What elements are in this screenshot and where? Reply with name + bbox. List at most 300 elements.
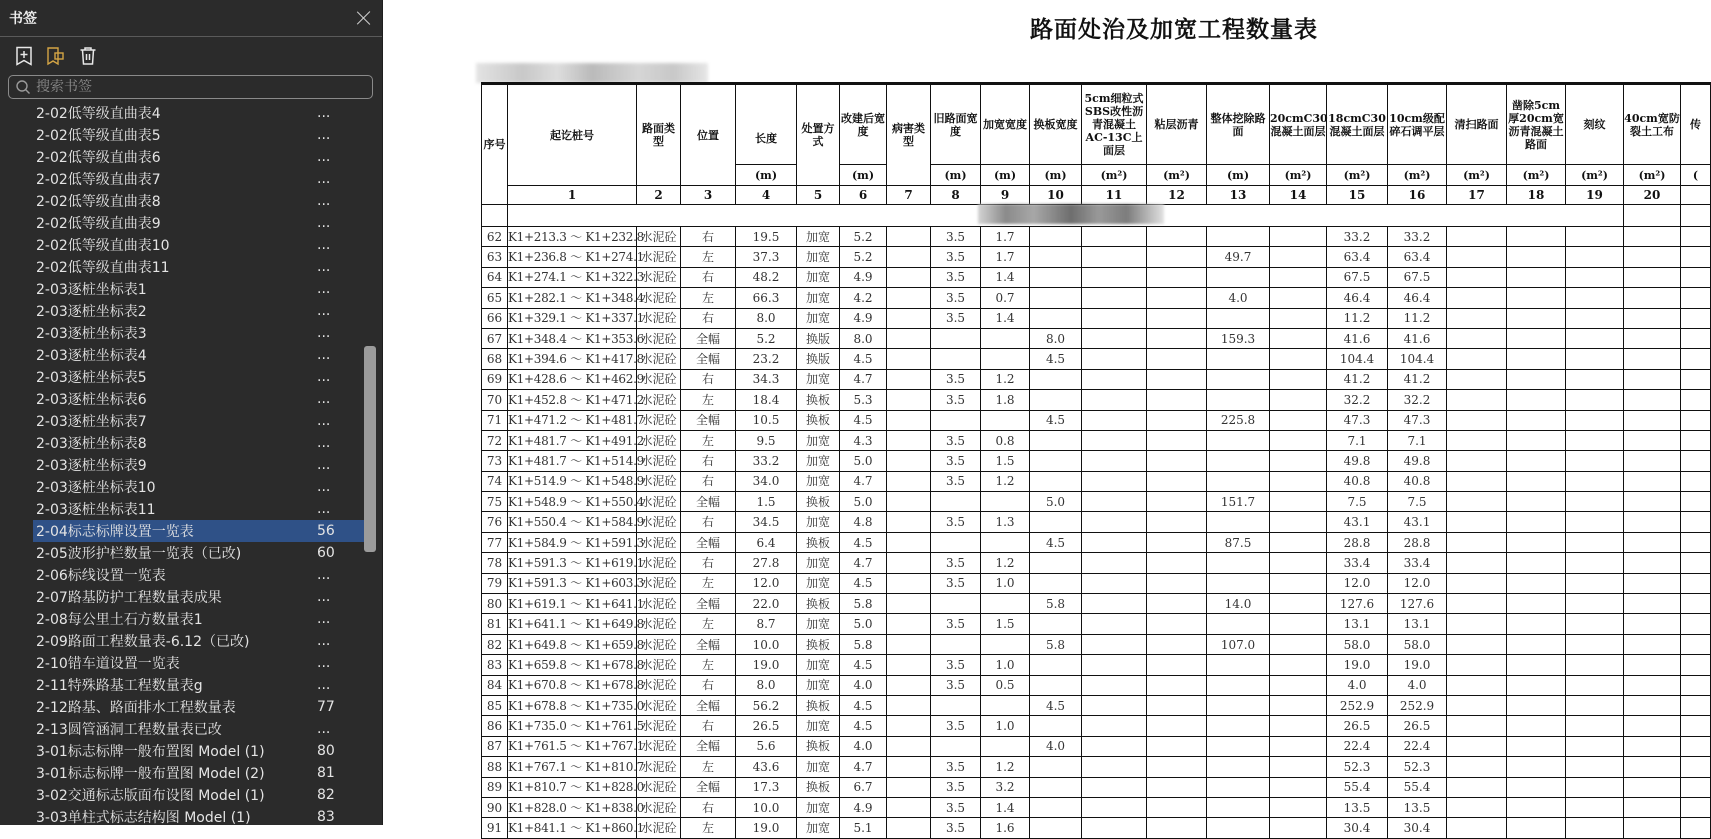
table-cell: 水泥砼 <box>637 797 681 817</box>
table-cell: 3.5 <box>931 716 981 736</box>
table-cell <box>1082 532 1147 552</box>
bookmark-page-number: ... <box>317 105 331 121</box>
table-cell <box>931 349 981 369</box>
redacted-region <box>978 204 1164 224</box>
table-cell <box>1507 247 1566 267</box>
bookmark-label: 2-02低等级直曲表6 <box>36 150 161 166</box>
table-cell <box>1624 614 1681 634</box>
table-cell <box>1270 227 1327 247</box>
table-cell: 水泥砼 <box>637 328 681 348</box>
bookmark-page-number: ... <box>317 215 331 231</box>
table-cell <box>931 736 981 756</box>
table-cell <box>1147 328 1207 348</box>
table-cell: 加宽 <box>797 818 840 838</box>
table-cell: 12.0 <box>736 573 797 593</box>
table-cell <box>1624 532 1681 552</box>
table-cell <box>1447 308 1507 328</box>
table-cell <box>1681 410 1711 430</box>
table-cell: 7.5 <box>1388 492 1447 512</box>
table-cell: 252.9 <box>1327 695 1388 715</box>
bookmark-page-number: ... <box>317 501 331 517</box>
table-cell: 127.6 <box>1327 594 1388 614</box>
table-cell <box>1082 573 1147 593</box>
column-number: 7 <box>887 186 931 205</box>
table-cell: 151.7 <box>1207 492 1270 512</box>
table-cell: 104.4 <box>1388 349 1447 369</box>
table-row <box>482 614 1711 634</box>
table-cell: 107.0 <box>1207 634 1270 654</box>
table-cell <box>887 288 931 308</box>
table-cell <box>1447 553 1507 573</box>
table-cell: 4.5 <box>840 410 887 430</box>
table-cell <box>1681 247 1711 267</box>
table-cell <box>1507 349 1566 369</box>
table-row <box>482 675 1711 695</box>
table-cell: K1+841.1 ～ K1+860.1 <box>508 818 637 838</box>
table-cell: 加宽 <box>797 288 840 308</box>
table-cell: 12.0 <box>1327 573 1388 593</box>
table-cell: 全幅 <box>681 532 736 552</box>
table-row <box>482 655 1711 675</box>
bookmark-page-number: ... <box>317 413 331 429</box>
table-cell <box>1447 369 1507 389</box>
table-cell: K1+428.6 ～ K1+462.9 <box>508 369 637 389</box>
column-header: 10cm级配碎石调平层 <box>1388 84 1447 165</box>
table-cell: 右 <box>681 716 736 736</box>
column-header: 粘层沥青 <box>1147 84 1207 165</box>
column-header: 40cm宽防裂土工布 <box>1624 84 1681 165</box>
table-cell <box>1566 553 1624 573</box>
table-cell <box>887 328 931 348</box>
table-cell <box>1624 451 1681 471</box>
table-cell <box>1147 797 1207 817</box>
table-cell <box>1270 634 1327 654</box>
table-cell: K1+810.7 ～ K1+828.0 <box>508 777 637 797</box>
table-cell: 左 <box>681 573 736 593</box>
table-cell: 右 <box>681 512 736 532</box>
table-cell <box>1082 227 1147 247</box>
bookmark-page-number: 81 <box>317 765 335 781</box>
table-cell: 3.5 <box>931 655 981 675</box>
table-cell <box>1447 227 1507 247</box>
table-cell <box>887 430 931 450</box>
table-cell: 换板 <box>797 594 840 614</box>
table-cell: 33.2 <box>1388 227 1447 247</box>
table-cell <box>1624 308 1681 328</box>
column-header: 清扫路面 <box>1447 84 1507 165</box>
panel-title: 书签 <box>9 11 37 27</box>
table-cell: 水泥砼 <box>637 410 681 430</box>
table-cell <box>1681 818 1711 838</box>
table-cell <box>1082 267 1147 287</box>
table-cell <box>1147 349 1207 369</box>
column-header: 凿除5cm厚20cm宽沥青混凝土路面 <box>1507 84 1566 165</box>
table-cell: 58.0 <box>1388 634 1447 654</box>
table-cell: 40.8 <box>1327 471 1388 491</box>
table-cell: 33.2 <box>1327 227 1388 247</box>
bookmark-label: 2-06标线设置一览表 <box>36 568 166 584</box>
table-cell <box>1082 430 1147 450</box>
table-cell: 87 <box>482 736 508 756</box>
table-cell: 3.5 <box>931 675 981 695</box>
table-cell: K1+828.0 ～ K1+838.0 <box>508 797 637 817</box>
table-cell: 3.5 <box>931 227 981 247</box>
table-cell <box>1147 492 1207 512</box>
table-cell <box>1447 492 1507 512</box>
table-cell: 90 <box>482 797 508 817</box>
table-cell <box>1447 797 1507 817</box>
table-cell <box>1447 736 1507 756</box>
table-cell: 3.5 <box>931 777 981 797</box>
table-cell <box>887 797 931 817</box>
bookmark-label: 2-05波形护栏数量一览表（已改) <box>36 546 242 562</box>
bookmark-label: 3-01标志标牌一般布置图 Model (2) <box>36 766 265 782</box>
table-cell: 左 <box>681 247 736 267</box>
column-unit: (m) <box>1207 165 1270 186</box>
table-row <box>482 267 1711 287</box>
bookmark-label: 2-02低等级直曲表9 <box>36 216 161 232</box>
table-cell <box>1270 594 1327 614</box>
table-cell: 41.2 <box>1327 369 1388 389</box>
table-cell <box>887 695 931 715</box>
table-cell <box>1566 818 1624 838</box>
table-cell <box>1030 675 1082 695</box>
table-cell: 73 <box>482 451 508 471</box>
table-cell: 5.0 <box>1030 492 1082 512</box>
bookmark-page-number: ... <box>317 611 331 627</box>
table-cell: 63.4 <box>1388 247 1447 267</box>
table-cell: 4.5 <box>1030 532 1082 552</box>
bookmark-page-number: ... <box>317 237 331 253</box>
bookmark-label: 2-03逐桩坐标表11 <box>36 502 156 518</box>
table-cell: 换板 <box>797 777 840 797</box>
table-cell <box>1207 553 1270 573</box>
table-cell <box>1270 736 1327 756</box>
table-cell <box>1566 695 1624 715</box>
table-cell: 换板 <box>797 532 840 552</box>
table-cell: 加宽 <box>797 757 840 777</box>
table-cell: 加宽 <box>797 471 840 491</box>
table-cell: 46.4 <box>1388 288 1447 308</box>
table-cell: 34.0 <box>736 471 797 491</box>
table-cell <box>887 594 931 614</box>
column-header: 传 <box>1681 84 1711 165</box>
table-row <box>482 797 1711 817</box>
table-cell: 52.3 <box>1388 757 1447 777</box>
table-cell <box>1147 736 1207 756</box>
table-cell <box>1147 288 1207 308</box>
table-cell <box>1681 267 1711 287</box>
table-cell: 10.0 <box>736 634 797 654</box>
bookmark-page-number: 56 <box>317 523 335 539</box>
table-cell <box>1507 695 1566 715</box>
table-cell: 3.5 <box>931 553 981 573</box>
table-cell: K1+452.8 ～ K1+471.2 <box>508 390 637 410</box>
column-header: 路面类型 <box>637 84 681 186</box>
table-cell: 1.7 <box>981 227 1030 247</box>
table-cell <box>1624 553 1681 573</box>
table-cell <box>1447 818 1507 838</box>
table-cell: 5.2 <box>840 247 887 267</box>
table-row <box>482 736 1711 756</box>
column-unit: (m²) <box>1447 165 1507 186</box>
table-cell: 33.4 <box>1388 553 1447 573</box>
table-cell: K1+678.8 ～ K1+735.0 <box>508 695 637 715</box>
table-cell <box>1030 471 1082 491</box>
table-cell: 水泥砼 <box>637 492 681 512</box>
bookmark-label: 3-01标志标牌一般布置图 Model (1) <box>36 744 265 760</box>
table-cell: 9.5 <box>736 430 797 450</box>
column-header: 刻纹 <box>1566 84 1624 165</box>
table-cell <box>1270 532 1327 552</box>
table-cell: 换板 <box>797 410 840 430</box>
table-cell: 55.4 <box>1388 777 1447 797</box>
table-cell <box>1681 634 1711 654</box>
table-cell <box>1566 757 1624 777</box>
table-cell <box>1624 797 1681 817</box>
table-cell <box>1147 471 1207 491</box>
bookmark-page-number: ... <box>317 677 331 693</box>
table-cell: K1+481.7 ～ K1+491.2 <box>508 430 637 450</box>
table-cell: K1+649.8 ～ K1+659.8 <box>508 634 637 654</box>
table-cell <box>1624 594 1681 614</box>
table-cell <box>1681 736 1711 756</box>
table-cell: K1+348.4 ～ K1+353.6 <box>508 328 637 348</box>
column-number: 20 <box>1624 186 1681 205</box>
column-number: 11 <box>1082 186 1147 205</box>
table-cell <box>1147 675 1207 695</box>
bookmark-page-number: ... <box>317 435 331 451</box>
table-cell <box>981 634 1030 654</box>
table-cell: 全幅 <box>681 594 736 614</box>
table-cell <box>1507 634 1566 654</box>
table-cell <box>1681 757 1711 777</box>
column-number: 3 <box>681 186 736 205</box>
table-cell <box>1147 410 1207 430</box>
table-cell: 3.5 <box>931 369 981 389</box>
table-cell <box>1270 512 1327 532</box>
table-cell <box>1270 818 1327 838</box>
table-cell: 7.1 <box>1388 430 1447 450</box>
table-cell <box>1082 818 1147 838</box>
table-cell <box>1147 390 1207 410</box>
table-cell <box>1447 430 1507 450</box>
table-cell: 68 <box>482 349 508 369</box>
table-cell <box>1270 288 1327 308</box>
table-cell: 4.9 <box>840 308 887 328</box>
table-cell: 右 <box>681 369 736 389</box>
table-cell: 1.5 <box>981 451 1030 471</box>
table-cell <box>931 410 981 430</box>
table-cell: K1+761.5 ～ K1+767.1 <box>508 736 637 756</box>
table-cell: 13.5 <box>1327 797 1388 817</box>
table-cell <box>1270 553 1327 573</box>
table-cell <box>1566 655 1624 675</box>
table-cell <box>1507 451 1566 471</box>
table-cell <box>1681 512 1711 532</box>
table-cell <box>887 369 931 389</box>
table-cell: 55.4 <box>1327 777 1388 797</box>
table-cell <box>1270 267 1327 287</box>
table-cell: 5.6 <box>736 736 797 756</box>
table-cell: 水泥砼 <box>637 736 681 756</box>
table-cell: 34.3 <box>736 369 797 389</box>
table-cell <box>1566 594 1624 614</box>
table-cell <box>1030 716 1082 736</box>
table-cell: 3.5 <box>931 451 981 471</box>
table-cell <box>1082 695 1147 715</box>
column-unit: (m²) <box>1566 165 1624 186</box>
table-cell: 27.8 <box>736 553 797 573</box>
column-header: 18cmC30混凝土面层 <box>1327 84 1388 165</box>
table-cell <box>1507 492 1566 512</box>
table-cell <box>1447 390 1507 410</box>
table-cell: 水泥砼 <box>637 267 681 287</box>
table-cell <box>1147 695 1207 715</box>
table-cell: 4.7 <box>840 553 887 573</box>
table-cell: 1.2 <box>981 553 1030 573</box>
table-cell: 86 <box>482 716 508 736</box>
table-cell: 右 <box>681 675 736 695</box>
table-cell <box>1270 492 1327 512</box>
table-cell: 87.5 <box>1207 532 1270 552</box>
table-cell: 4.5 <box>840 695 887 715</box>
table-cell: 19.0 <box>736 655 797 675</box>
table-cell: K1+329.1 ～ K1+337.1 <box>508 308 637 328</box>
column-number: 13 <box>1207 186 1270 205</box>
table-cell <box>1507 797 1566 817</box>
table-cell: 4.8 <box>840 512 887 532</box>
table-cell: 78 <box>482 553 508 573</box>
table-cell <box>1207 512 1270 532</box>
table-cell: 49.8 <box>1327 451 1388 471</box>
table-cell <box>931 492 981 512</box>
table-cell <box>1207 471 1270 491</box>
table-cell: 82 <box>482 634 508 654</box>
table-cell: 75 <box>482 492 508 512</box>
table-cell <box>1566 349 1624 369</box>
table-cell <box>1624 736 1681 756</box>
table-cell: 10.5 <box>736 410 797 430</box>
table-cell <box>1207 695 1270 715</box>
table-cell <box>1270 369 1327 389</box>
table-cell: 水泥砼 <box>637 757 681 777</box>
table-cell <box>1030 267 1082 287</box>
table-cell: 1.0 <box>981 573 1030 593</box>
table-cell <box>1624 757 1681 777</box>
table-cell <box>1270 797 1327 817</box>
table-cell <box>1507 328 1566 348</box>
table-cell <box>1447 614 1507 634</box>
table-cell <box>1681 797 1711 817</box>
table-cell: 加宽 <box>797 247 840 267</box>
table-row <box>482 451 1711 471</box>
table-cell <box>1507 369 1566 389</box>
table-cell <box>1030 757 1082 777</box>
table-cell: 1.2 <box>981 757 1030 777</box>
table-cell: 37.3 <box>736 247 797 267</box>
table-cell <box>1681 532 1711 552</box>
table-cell: 64 <box>482 267 508 287</box>
table-cell: 5.8 <box>840 634 887 654</box>
bookmark-page-number: ... <box>317 303 331 319</box>
table-cell: 水泥砼 <box>637 471 681 491</box>
table-cell: K1+514.9 ～ K1+548.9 <box>508 471 637 491</box>
bookmark-label: 2-03逐桩坐标表9 <box>36 458 147 474</box>
table-cell: 3.5 <box>931 390 981 410</box>
table-cell: 3.5 <box>931 471 981 491</box>
bookmark-label: 2-13圆管涵洞工程数量表已改 <box>36 722 222 738</box>
table-cell <box>1207 349 1270 369</box>
bookmark-label: 2-03逐桩坐标表2 <box>36 304 147 320</box>
table-cell <box>931 328 981 348</box>
table-cell: 左 <box>681 288 736 308</box>
table-cell <box>1681 716 1711 736</box>
table-cell: 72 <box>482 430 508 450</box>
column-unit: (m) <box>736 165 797 186</box>
table-cell <box>1624 675 1681 695</box>
table-cell: 48.2 <box>736 267 797 287</box>
table-cell: 5.8 <box>1030 594 1082 614</box>
table-cell: K1+282.1 ～ K1+348.4 <box>508 288 637 308</box>
table-cell: 水泥砼 <box>637 553 681 573</box>
table-cell <box>1681 227 1711 247</box>
table-cell <box>1624 492 1681 512</box>
bookmark-page-number: 80 <box>317 743 335 759</box>
table-cell <box>1147 451 1207 471</box>
table-cell <box>1507 390 1566 410</box>
table-cell: 水泥砼 <box>637 308 681 328</box>
column-unit: (m) <box>1030 165 1082 186</box>
table-cell: 43.1 <box>1327 512 1388 532</box>
table-cell <box>1082 736 1147 756</box>
table-cell <box>1566 614 1624 634</box>
table-cell <box>1207 736 1270 756</box>
table-cell: 全幅 <box>681 410 736 430</box>
table-cell <box>1082 655 1147 675</box>
table-cell <box>1507 430 1566 450</box>
table-cell: 加宽 <box>797 227 840 247</box>
table-cell <box>1082 410 1147 430</box>
table-cell: 加宽 <box>797 308 840 328</box>
table-row <box>482 410 1711 430</box>
table-cell <box>1030 247 1082 267</box>
table-cell: 22.4 <box>1327 736 1388 756</box>
table-row <box>482 512 1711 532</box>
table-cell <box>1147 655 1207 675</box>
table-cell <box>931 594 981 614</box>
table-cell <box>981 594 1030 614</box>
column-header: 长度 <box>736 84 797 165</box>
table-cell: 5.8 <box>1030 634 1082 654</box>
table-cell: 水泥砼 <box>637 777 681 797</box>
table-cell: 67.5 <box>1327 267 1388 287</box>
table-cell: 3.5 <box>931 247 981 267</box>
redacted-region <box>476 63 708 83</box>
table-cell: 加宽 <box>797 675 840 695</box>
table-cell <box>1030 655 1082 675</box>
table-cell: 水泥砼 <box>637 369 681 389</box>
table-cell: 3.5 <box>931 288 981 308</box>
table-cell: 14.0 <box>1207 594 1270 614</box>
table-cell <box>1507 818 1566 838</box>
table-cell <box>1447 471 1507 491</box>
column-number: 19 <box>1566 186 1624 205</box>
table-cell <box>1566 512 1624 532</box>
table-cell: 5.8 <box>840 594 887 614</box>
bookmark-label: 2-12路基、路面排水工程数量表 <box>36 700 236 716</box>
table-cell: 127.6 <box>1388 594 1447 614</box>
